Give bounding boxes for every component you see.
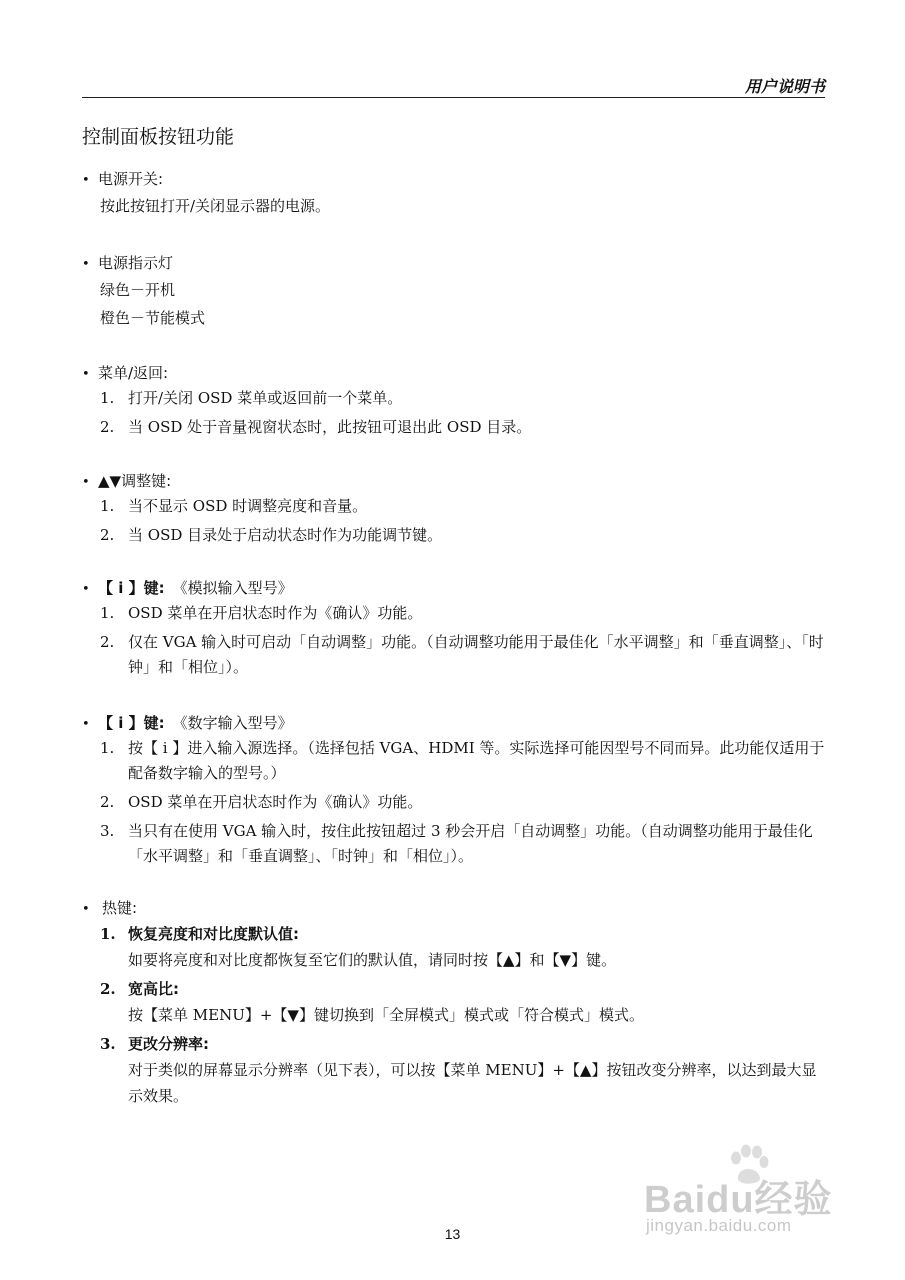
section-title-model: 《数字输入型号》 xyxy=(172,714,293,732)
section-title-model: 《模拟输入型号》 xyxy=(172,579,293,597)
section-adjust-keys xyxy=(82,470,827,552)
item-text: 当只有在使用 VGA 输入时，按住此按钮超过 3 秒会开启「自动调整」功能。（自动调整功能用于最佳化「水平调整」和「垂直调整」、「时钟」和「相位」）。 xyxy=(128,822,813,865)
item-number: 1. xyxy=(100,604,115,622)
section-title: 电源开关: xyxy=(98,170,164,188)
section-power-switch xyxy=(82,168,827,220)
bullet-icon: • xyxy=(82,475,90,490)
item-number: 3. xyxy=(100,822,115,840)
item-number: 3. xyxy=(100,1035,116,1053)
page-number: 13 xyxy=(444,1226,461,1242)
section-title: 热键: xyxy=(102,899,138,917)
item-number: 1. xyxy=(100,925,116,943)
item-text: 打开/关闭 OSD 菜单或返回前一个菜单。 xyxy=(128,389,403,407)
list-item xyxy=(82,819,827,869)
hotkey-heading: 恢复亮度和对比度默认值: xyxy=(128,925,299,943)
section-text: 橙色－节能模式 xyxy=(100,309,206,327)
bullet-icon: • xyxy=(82,367,90,382)
hotkey-heading: 更改分辨率: xyxy=(128,1035,209,1053)
section-title: ▲▼调整键: xyxy=(98,472,172,490)
list-item xyxy=(82,523,827,548)
bullet-icon: • xyxy=(82,902,90,917)
item-number: 1. xyxy=(100,497,115,515)
item-number: 2. xyxy=(100,526,115,544)
item-text: 按【 i 】进入输入源选择。（选择包括 VGA、HDMI 等。实际选择可能因型号不同而异。此功能仅适用于配备数字输入的型号。） xyxy=(128,739,825,782)
section-power-indicator xyxy=(82,252,827,332)
list-item xyxy=(82,790,827,815)
section-text: 绿色－开机 xyxy=(100,281,176,299)
hotkey-item xyxy=(82,1031,827,1057)
item-text: OSD 菜单在开启状态时作为《确认》功能。 xyxy=(128,604,423,622)
page-title: 控制面板按钮功能 xyxy=(82,126,235,148)
bullet-icon: • xyxy=(82,173,90,188)
item-text: 当 OSD 处于音量视窗状态时，此按钮可退出此 OSD 目录。 xyxy=(128,418,532,436)
item-number: 2. xyxy=(100,793,115,811)
hotkey-heading: 宽高比: xyxy=(128,980,179,998)
bullet-icon: • xyxy=(82,257,90,272)
item-number: 2. xyxy=(100,418,115,436)
section-menu-back xyxy=(82,362,827,444)
hotkey-description: 对于类似的屏幕显示分辨率（见下表），可以按【菜单 MENU】+【▲】按钮改变分辨率，以达到最大显示效果。 xyxy=(128,1061,817,1105)
watermark-logo: Baidu经验 xyxy=(644,1179,833,1221)
list-item xyxy=(82,736,827,786)
list-item xyxy=(82,494,827,519)
section-text: 按此按钮打开/关闭显示器的电源。 xyxy=(100,197,331,215)
section-hotkeys xyxy=(82,897,827,1112)
hotkey-item xyxy=(82,921,827,947)
item-text: 当 OSD 目录处于启动状态时作为功能调节键。 xyxy=(128,526,443,544)
hotkey-description: 按【菜单 MENU】+【▼】键切换到「全屏模式」模式或「符合模式」模式。 xyxy=(128,1006,644,1024)
item-text: 当不显示 OSD 时调整亮度和音量。 xyxy=(128,497,368,515)
bullet-icon: • xyxy=(82,582,90,597)
list-item xyxy=(82,386,827,411)
hotkey-item xyxy=(82,976,827,1002)
section-title-key: 【 i 】键: xyxy=(98,579,165,597)
item-number: 2. xyxy=(100,633,115,651)
item-number: 2. xyxy=(100,980,116,998)
bullet-icon: • xyxy=(82,717,90,732)
item-text: OSD 菜单在开启状态时作为《确认》功能。 xyxy=(128,793,423,811)
section-title-key: 【 i 】键: xyxy=(98,714,165,732)
item-text: 仅在 VGA 输入时可启动「自动调整」功能。（自动调整功能用于最佳化「水平调整」和「垂直调整」、「时钟」和「相位」）。 xyxy=(128,633,824,676)
list-item xyxy=(82,601,827,626)
item-number: 1. xyxy=(100,739,115,757)
item-number: 1. xyxy=(100,389,115,407)
section-title: 菜单/返回: xyxy=(98,364,169,382)
section-title: 电源指示灯 xyxy=(98,254,174,272)
watermark-url: jingyan.baidu.com xyxy=(646,1216,792,1235)
header-title: 用户说明书 xyxy=(744,77,825,96)
hotkey-description: 如要将亮度和对比度都恢复至它们的默认值，请同时按【▲】和【▼】键。 xyxy=(128,951,617,969)
list-item xyxy=(82,415,827,440)
header-rule xyxy=(82,97,825,98)
section-i-key-digital xyxy=(82,712,827,873)
section-i-key-analog xyxy=(82,577,827,684)
list-item xyxy=(82,630,827,680)
